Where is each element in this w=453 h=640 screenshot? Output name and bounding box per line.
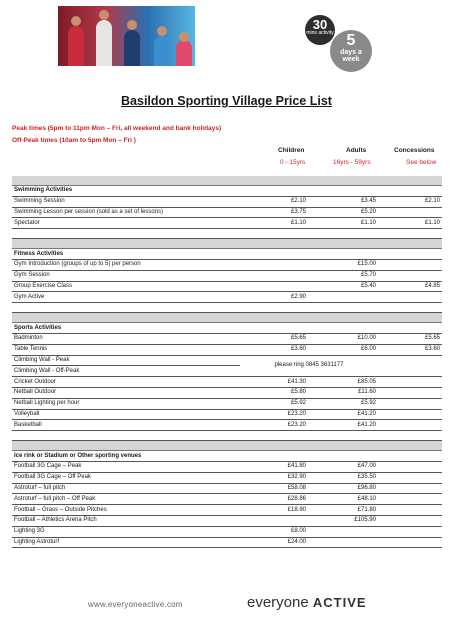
- price-adults: £15.00: [308, 259, 378, 270]
- table-row: [12, 409, 442, 420]
- section-header: [12, 186, 442, 197]
- price-adults: £5.70: [308, 270, 378, 281]
- price-children: £23.20: [240, 420, 308, 431]
- price-children: £41.80: [240, 461, 308, 472]
- price-adults: £48.10: [308, 494, 378, 505]
- price-children: £18.90: [240, 505, 308, 516]
- activity-name: Swimming Lesson per session (sold as a set of lessons): [12, 207, 240, 218]
- table-row: [12, 461, 442, 472]
- table-row: [12, 344, 442, 355]
- climbing-phone-note: please ring 0845 3631177: [240, 355, 378, 377]
- price-adults: £41.20: [308, 409, 378, 420]
- price-concessions: [378, 537, 442, 548]
- price-concessions: [378, 472, 442, 483]
- price-concessions: [378, 292, 442, 303]
- photo-head: [99, 10, 109, 20]
- price-children: £2.10: [240, 196, 308, 207]
- price-concessions: [378, 409, 442, 420]
- photo-figure: [96, 20, 112, 66]
- price-adults: £41.20: [308, 420, 378, 431]
- price-concessions: [378, 420, 442, 431]
- price-adults: [308, 292, 378, 303]
- offpeak-times: Off-Peak times (10am to 5pm Mon – Fri ): [12, 137, 136, 144]
- photo-head: [179, 32, 189, 42]
- price-adults: £6.00: [308, 344, 378, 355]
- activity-name: Volleyball: [12, 409, 240, 420]
- photo-figure: [124, 30, 140, 66]
- activity-name: Gym Session: [12, 270, 240, 281]
- activity-name: Lighting Astroturf: [12, 537, 240, 548]
- activity-name: Climbing Wall - Off-Peak: [12, 366, 240, 377]
- price-children: £3.75: [240, 207, 308, 218]
- column-adults: Adults: [346, 147, 367, 154]
- price-concessions: [378, 494, 442, 505]
- price-adults: £47.00: [308, 461, 378, 472]
- section-title: Fitness Activities: [12, 249, 442, 260]
- activity-name: Astroturf – full pitch: [12, 483, 240, 494]
- activity-name: Group Exercise Class: [12, 281, 240, 292]
- price-children: £1.10: [240, 218, 308, 229]
- price-adults: £1.10: [308, 218, 378, 229]
- badge-5-text: days a week: [340, 49, 362, 63]
- price-concessions: [378, 387, 442, 398]
- price-children: £3.60: [240, 344, 308, 355]
- column-concessions-note: See below: [406, 159, 437, 166]
- activity-name: Astroturf – full pitch – Off Peak: [12, 494, 240, 505]
- price-children: [240, 270, 308, 281]
- price-children: £5.92: [240, 398, 308, 409]
- activity-name: Cricket Outdoor: [12, 377, 240, 388]
- badge-5-days: [330, 30, 372, 72]
- activity-name: Netball Outdoor: [12, 387, 240, 398]
- badge-5-number: 5: [346, 32, 356, 49]
- price-concessions: [378, 259, 442, 270]
- activity-name: Lighting 3G: [12, 526, 240, 537]
- price-children: £8.00: [240, 526, 308, 537]
- price-children: £58.08: [240, 483, 308, 494]
- table-row: [12, 420, 442, 431]
- table-row: [12, 292, 442, 303]
- price-concessions: [378, 377, 442, 388]
- section-band: [12, 239, 442, 249]
- table-row: [12, 537, 442, 548]
- price-concessions: [378, 515, 442, 526]
- price-adults: £85.05: [308, 377, 378, 388]
- table-row: [12, 483, 442, 494]
- section-title: Swimming Activities: [12, 186, 442, 197]
- everyone-active-logo: [247, 594, 367, 611]
- section-band: [12, 313, 442, 323]
- price-children: [240, 281, 308, 292]
- price-adults: £5.92: [308, 398, 378, 409]
- price-children: £23.20: [240, 409, 308, 420]
- table-row: [12, 218, 442, 229]
- section-title: Ice rink or Stadium or Other sporting venues: [12, 451, 442, 462]
- column-adults-age: 16yrs - 59yrs: [333, 159, 371, 166]
- price-children: £41.30: [240, 377, 308, 388]
- price-concessions: [378, 505, 442, 516]
- section-header: [12, 249, 442, 260]
- activity-name: Football 3G Cage – Off Peak: [12, 472, 240, 483]
- price-children: [240, 259, 308, 270]
- price-adults: £71.80: [308, 505, 378, 516]
- section-band: [12, 176, 442, 186]
- price-concessions: £2.10: [378, 196, 442, 207]
- price-concessions: [378, 270, 442, 281]
- activity-name: Gym Active: [12, 292, 240, 303]
- table-row: [12, 494, 442, 505]
- column-concessions: Concessions: [394, 147, 435, 154]
- photo-figure: [68, 26, 84, 66]
- price-adults: £11.60: [308, 387, 378, 398]
- price-adults: £105.90: [308, 515, 378, 526]
- column-children-age: 0 - 15yrs: [280, 159, 306, 166]
- price-adults: £96.80: [308, 483, 378, 494]
- table-row: [12, 377, 442, 388]
- activity-name: Gym Introduction (groups of up to 5) per person: [12, 259, 240, 270]
- photo-figure: [176, 40, 192, 66]
- table-row: [12, 333, 442, 344]
- price-adults: £5.20: [308, 207, 378, 218]
- price-children: £32.90: [240, 472, 308, 483]
- table-row: [12, 515, 442, 526]
- activity-name: Spectator: [12, 218, 240, 229]
- photo-head: [127, 20, 137, 30]
- price-children: £24.00: [240, 537, 308, 548]
- price-concessions: [378, 461, 442, 472]
- header-photo: [58, 6, 195, 66]
- table-row: [12, 207, 442, 218]
- photo-head: [71, 16, 81, 26]
- table-row: [12, 259, 442, 270]
- column-children: Children: [278, 147, 305, 154]
- price-concessions: £4.85: [378, 281, 442, 292]
- activity-name: Netball Lighting per hour: [12, 398, 240, 409]
- activity-name: Swimming Session: [12, 196, 240, 207]
- price-adults: £5.40: [308, 281, 378, 292]
- section-header: [12, 323, 442, 334]
- table-row: [12, 505, 442, 516]
- price-adults: £10.00: [308, 333, 378, 344]
- table-row: [12, 196, 442, 207]
- section-title: Sports Activities: [12, 323, 442, 334]
- price-concessions: £1.10: [378, 218, 442, 229]
- page-title: Basildon Sporting Village Price List: [121, 94, 332, 108]
- price-concessions: [378, 207, 442, 218]
- price-adults: £3.45: [308, 196, 378, 207]
- photo-figure: [154, 36, 170, 66]
- price-concessions: £5.65: [378, 333, 442, 344]
- price-children: [240, 515, 308, 526]
- logo-part-active: ACTIVE: [312, 595, 367, 610]
- spacer-row: [12, 229, 442, 239]
- activity-name: Basketball: [12, 420, 240, 431]
- price-children: £5.80: [240, 387, 308, 398]
- table-row: [12, 270, 442, 281]
- activity-name: Football – Grass – Outside Pitches: [12, 505, 240, 516]
- price-concessions: £3.60: [378, 344, 442, 355]
- price-children: £28.86: [240, 494, 308, 505]
- logo-part-everyone: everyone: [247, 594, 309, 611]
- badge-30-text: mins activity: [306, 30, 334, 36]
- peak-times: Peak times (5pm to 11pm Mon – Fri, all weekend and bank holidays): [12, 125, 222, 132]
- table-row: [12, 281, 442, 292]
- price-concessions: [378, 483, 442, 494]
- activity-name: Badminton: [12, 333, 240, 344]
- table-row: [12, 355, 442, 366]
- activity-name: Football – Athletics Arena Pitch: [12, 515, 240, 526]
- price-adults: £35.50: [308, 472, 378, 483]
- price-adults: [308, 537, 378, 548]
- badge-30-number: 30: [312, 17, 328, 32]
- activity-name: Football 3G Cage – Peak: [12, 461, 240, 472]
- footer-url[interactable]: www.everyoneactive.com: [88, 600, 183, 609]
- section-header: [12, 451, 442, 462]
- table-row: [12, 526, 442, 537]
- photo-head: [157, 26, 167, 36]
- table-row: [12, 472, 442, 483]
- price-children: £2.90: [240, 292, 308, 303]
- price-adults: [308, 526, 378, 537]
- spacer-row: [12, 431, 442, 441]
- activity-name: Climbing Wall - Peak: [12, 355, 240, 366]
- section-band: [12, 441, 442, 451]
- table-row: [12, 387, 442, 398]
- price-concessions: [378, 526, 442, 537]
- price-children: £5.65: [240, 333, 308, 344]
- price-concessions: [378, 398, 442, 409]
- table-row: [12, 398, 442, 409]
- price-table: [12, 176, 442, 548]
- activity-name: Table Tennis: [12, 344, 240, 355]
- spacer-row: [12, 303, 442, 313]
